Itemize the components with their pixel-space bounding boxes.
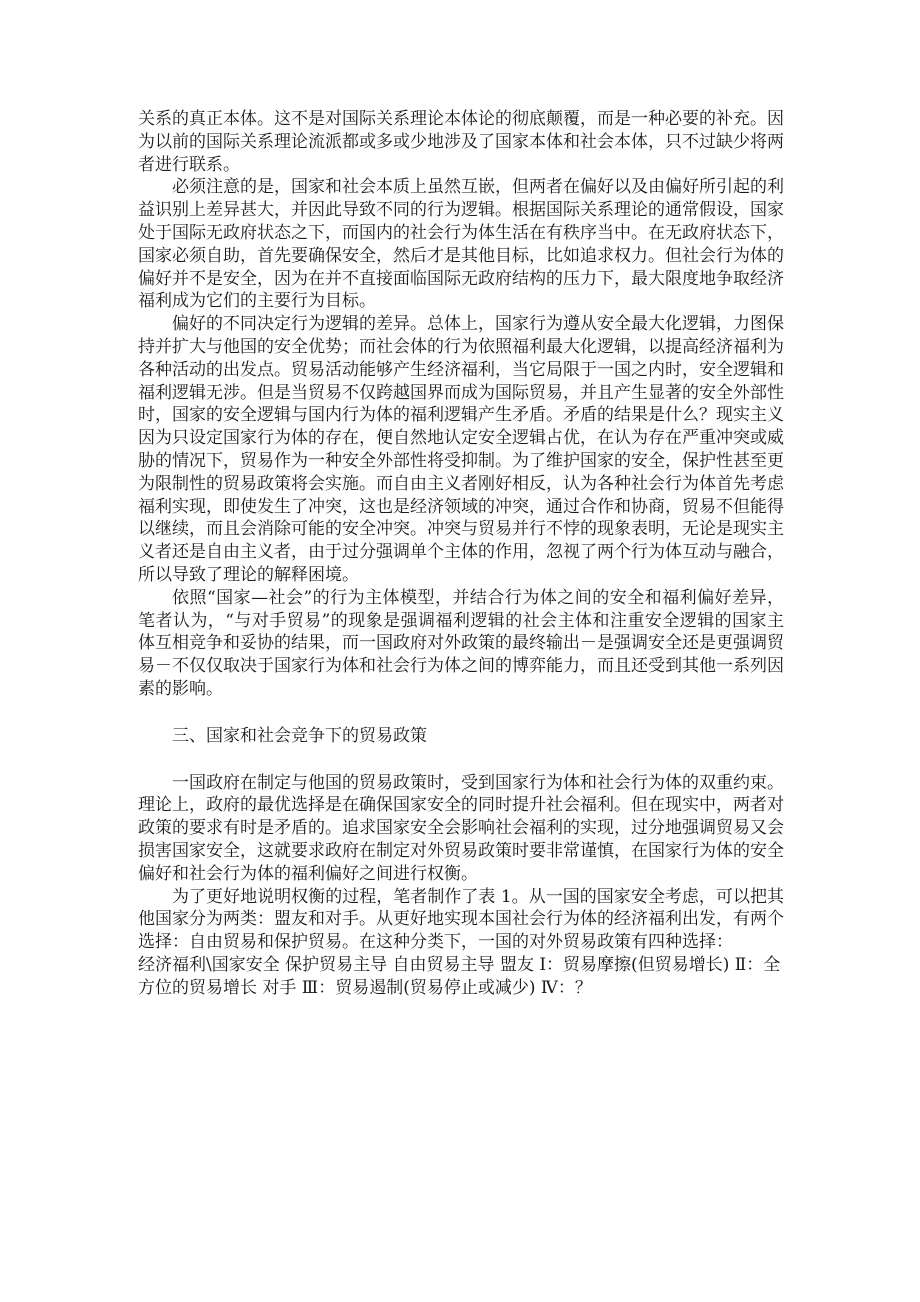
paragraph-table-intro: 为了更好地说明权衡的过程，笔者制作了表 1。从一国的国家安全考虑，可以把其他国家分为两类：盟友和对手。从更好地实现本国社会行为体的经济福利出发，有两个选择：自由贸易和保护贸易。在这种分类下，一国的对外贸易政策有四种选择： — [138, 886, 784, 953]
section-heading: 三、国家和社会竞争下的贸易政策 — [172, 725, 427, 746]
paragraph-trade-policy-constraints: 一国政府在制定与他国的贸易政策时，受到国家行为体和社会行为体的双重约束。理论上，政府的最优选择是在确保国家安全的同时提升社会福利。但在现实中，两者对政策的要求有时是矛盾的。追求国家安全会影响社会福利的实现，过分地强调贸易又会损害国家安全，这就要求政府在制定对外贸易政策时要非常谨慎，在国家行为体的安全偏好和社会行为体的福利偏好之间进行权衡。 — [138, 772, 784, 884]
paragraph-behavior-logic: 偏好的不同决定行为逻辑的差异。总体上，国家行为遵从安全最大化逻辑，力图保持并扩大与他国的安全优势；而社会体的行为依照福利最大化逻辑，以提高经济福利为各种活动的出发点。贸易活动能够产生经济福利，当它局限于一国之内时，安全逻辑和福利逻辑无涉。但是当贸易不仅跨越国界而成为国际贸易，并且产生显著的安全外部性时，国家的安全逻辑与国内行为体的福利逻辑产生矛盾。矛盾的结果是什么？现实主义因为只设定国家行为体的存在，便自然地认定安全逻辑占优，在认为存在严重冲突或威胁的情况下，贸易作为一种安全外部性将受抑制。为了维护国家的安全，保护性甚至更为限制性的贸易政策将会实施。而自由主义者刚好相反，认为各种社会行为体首先考虑福利实现，即使发生了冲突，这也是经济领域的冲突，通过合作和协商，贸易不但能得以继续，而且会消除可能的安全冲突。冲突与贸易并行不悖的现象表明，无论是现实主义者还是自由主义者，由于过分强调单个主体的作用，忽视了两个行为体互动与融合，所以导致了理论的解释困境。 — [138, 314, 784, 585]
paragraph-state-society-preferences: 必须注意的是，国家和社会本质上虽然互嵌，但两者在偏好以及由偏好所引起的利益识别上差异甚大，并因此导致不同的行为逻辑。根据国际关系理论的通常假设，国家处于国际无政府状态之下，而国内的社会行为体生活在有秩序当中。在无政府状态下，国家必须自助，首先要确保安全，然后才是其他目标，比如追求权力。但社会行为体的偏好并不是安全，因为在并不直接面临国际无政府结构的压力下，最大限度地争取经济福利成为它们的主要行为目标。 — [138, 177, 784, 312]
paragraph-state-society-model: 依照“国家—社会”的行为主体模型，并结合行为体之间的安全和福利偏好差异，笔者认为，“与对手贸易”的现象是强调福利逻辑的社会主体和注重安全逻辑的国家主体互相竞争和妥协的结果，而一国政府对外政策的最终输出－是强调安全还是更强调贸易－不仅仅取决于国家行为体和社会行为体之间的博弈能力，而且还受到其他一系列因素的影响。 — [138, 587, 784, 699]
document-page — [138, 108, 784, 999]
table-1-flattened: 经济福利\国家安全 保护贸易主导 自由贸易主导 盟友 Ⅰ：贸易摩擦(但贸易增长) Ⅱ：全方位的贸易增长 对手 Ⅲ：贸易遏制(贸易停止或减少) Ⅳ：？ — [138, 954, 781, 998]
paragraph-continued: 关系的真正本体。这不是对国际关系理论本体论的彻底颠覆，而是一种必要的补充。因为以前的国际关系理论流派都或多或少地涉及了国家本体和社会本体，只不过缺少将两者进行联系。 — [138, 109, 784, 175]
